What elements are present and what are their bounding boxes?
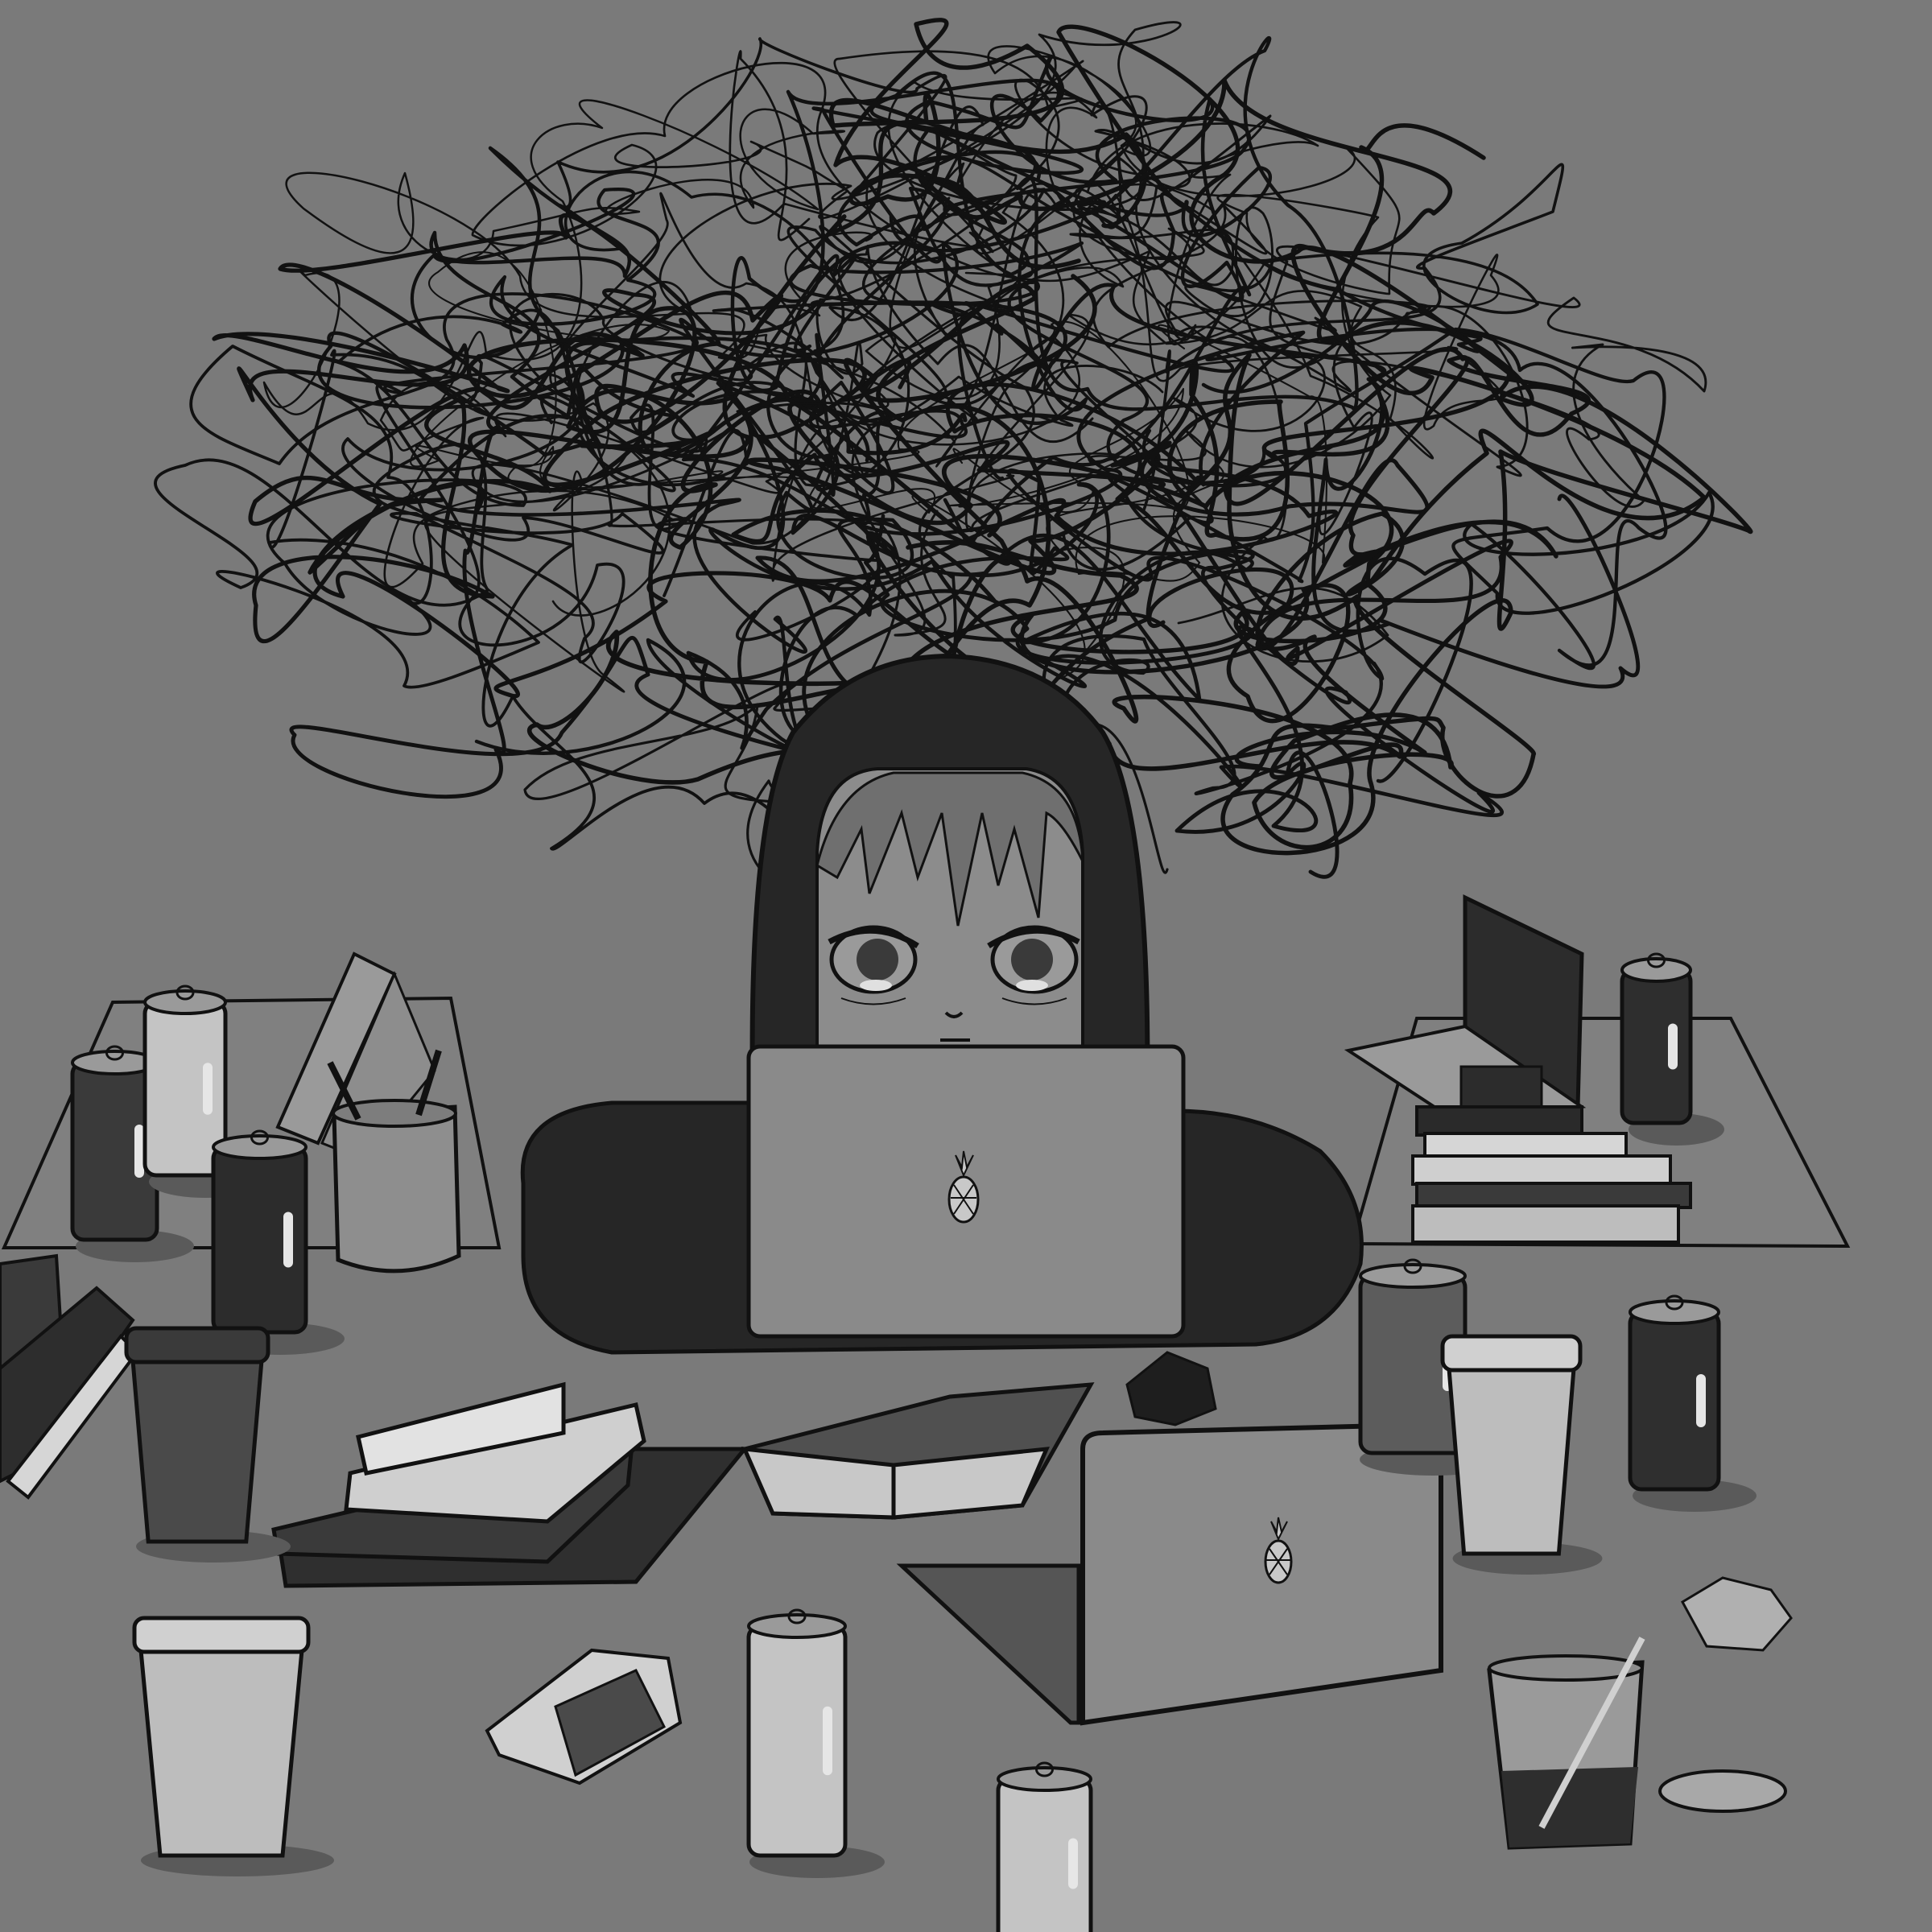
iced-drink-cup xyxy=(1489,1638,1642,1847)
cup-lid xyxy=(1660,1771,1785,1811)
center-laptop xyxy=(749,1046,1183,1336)
